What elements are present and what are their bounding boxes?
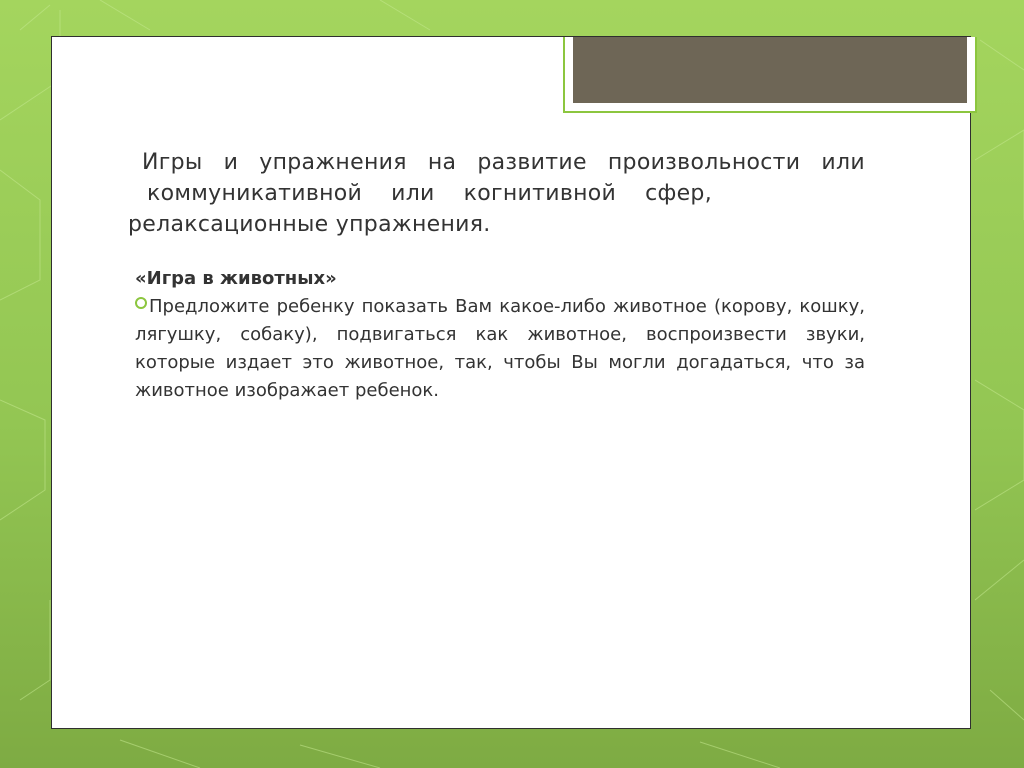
game-description bbox=[135, 293, 865, 405]
title-placeholder-box bbox=[573, 37, 967, 103]
bullet-circle-icon bbox=[135, 297, 147, 309]
game-description-text: Предложите ребенку показать Вам какое-либо животное (корову, кошку, лягушку, собаку), подвигаться как животное, воспроизвести звуки, которые издает это животное, так, чтобы Вы могли догадаться, что за животное изображает ребенок. bbox=[135, 296, 865, 401]
subtitle-line-2: коммуникативной или когнитивной сфер, bbox=[147, 181, 712, 206]
subtitle-line-1: Игры и упражнения на развитие произвольности или bbox=[142, 150, 865, 175]
title-frame bbox=[563, 37, 977, 113]
game-title: «Игра в животных» bbox=[135, 268, 337, 289]
slide-subtitle bbox=[128, 147, 865, 240]
subtitle-line-3: релаксационные упражнения. bbox=[128, 212, 491, 237]
